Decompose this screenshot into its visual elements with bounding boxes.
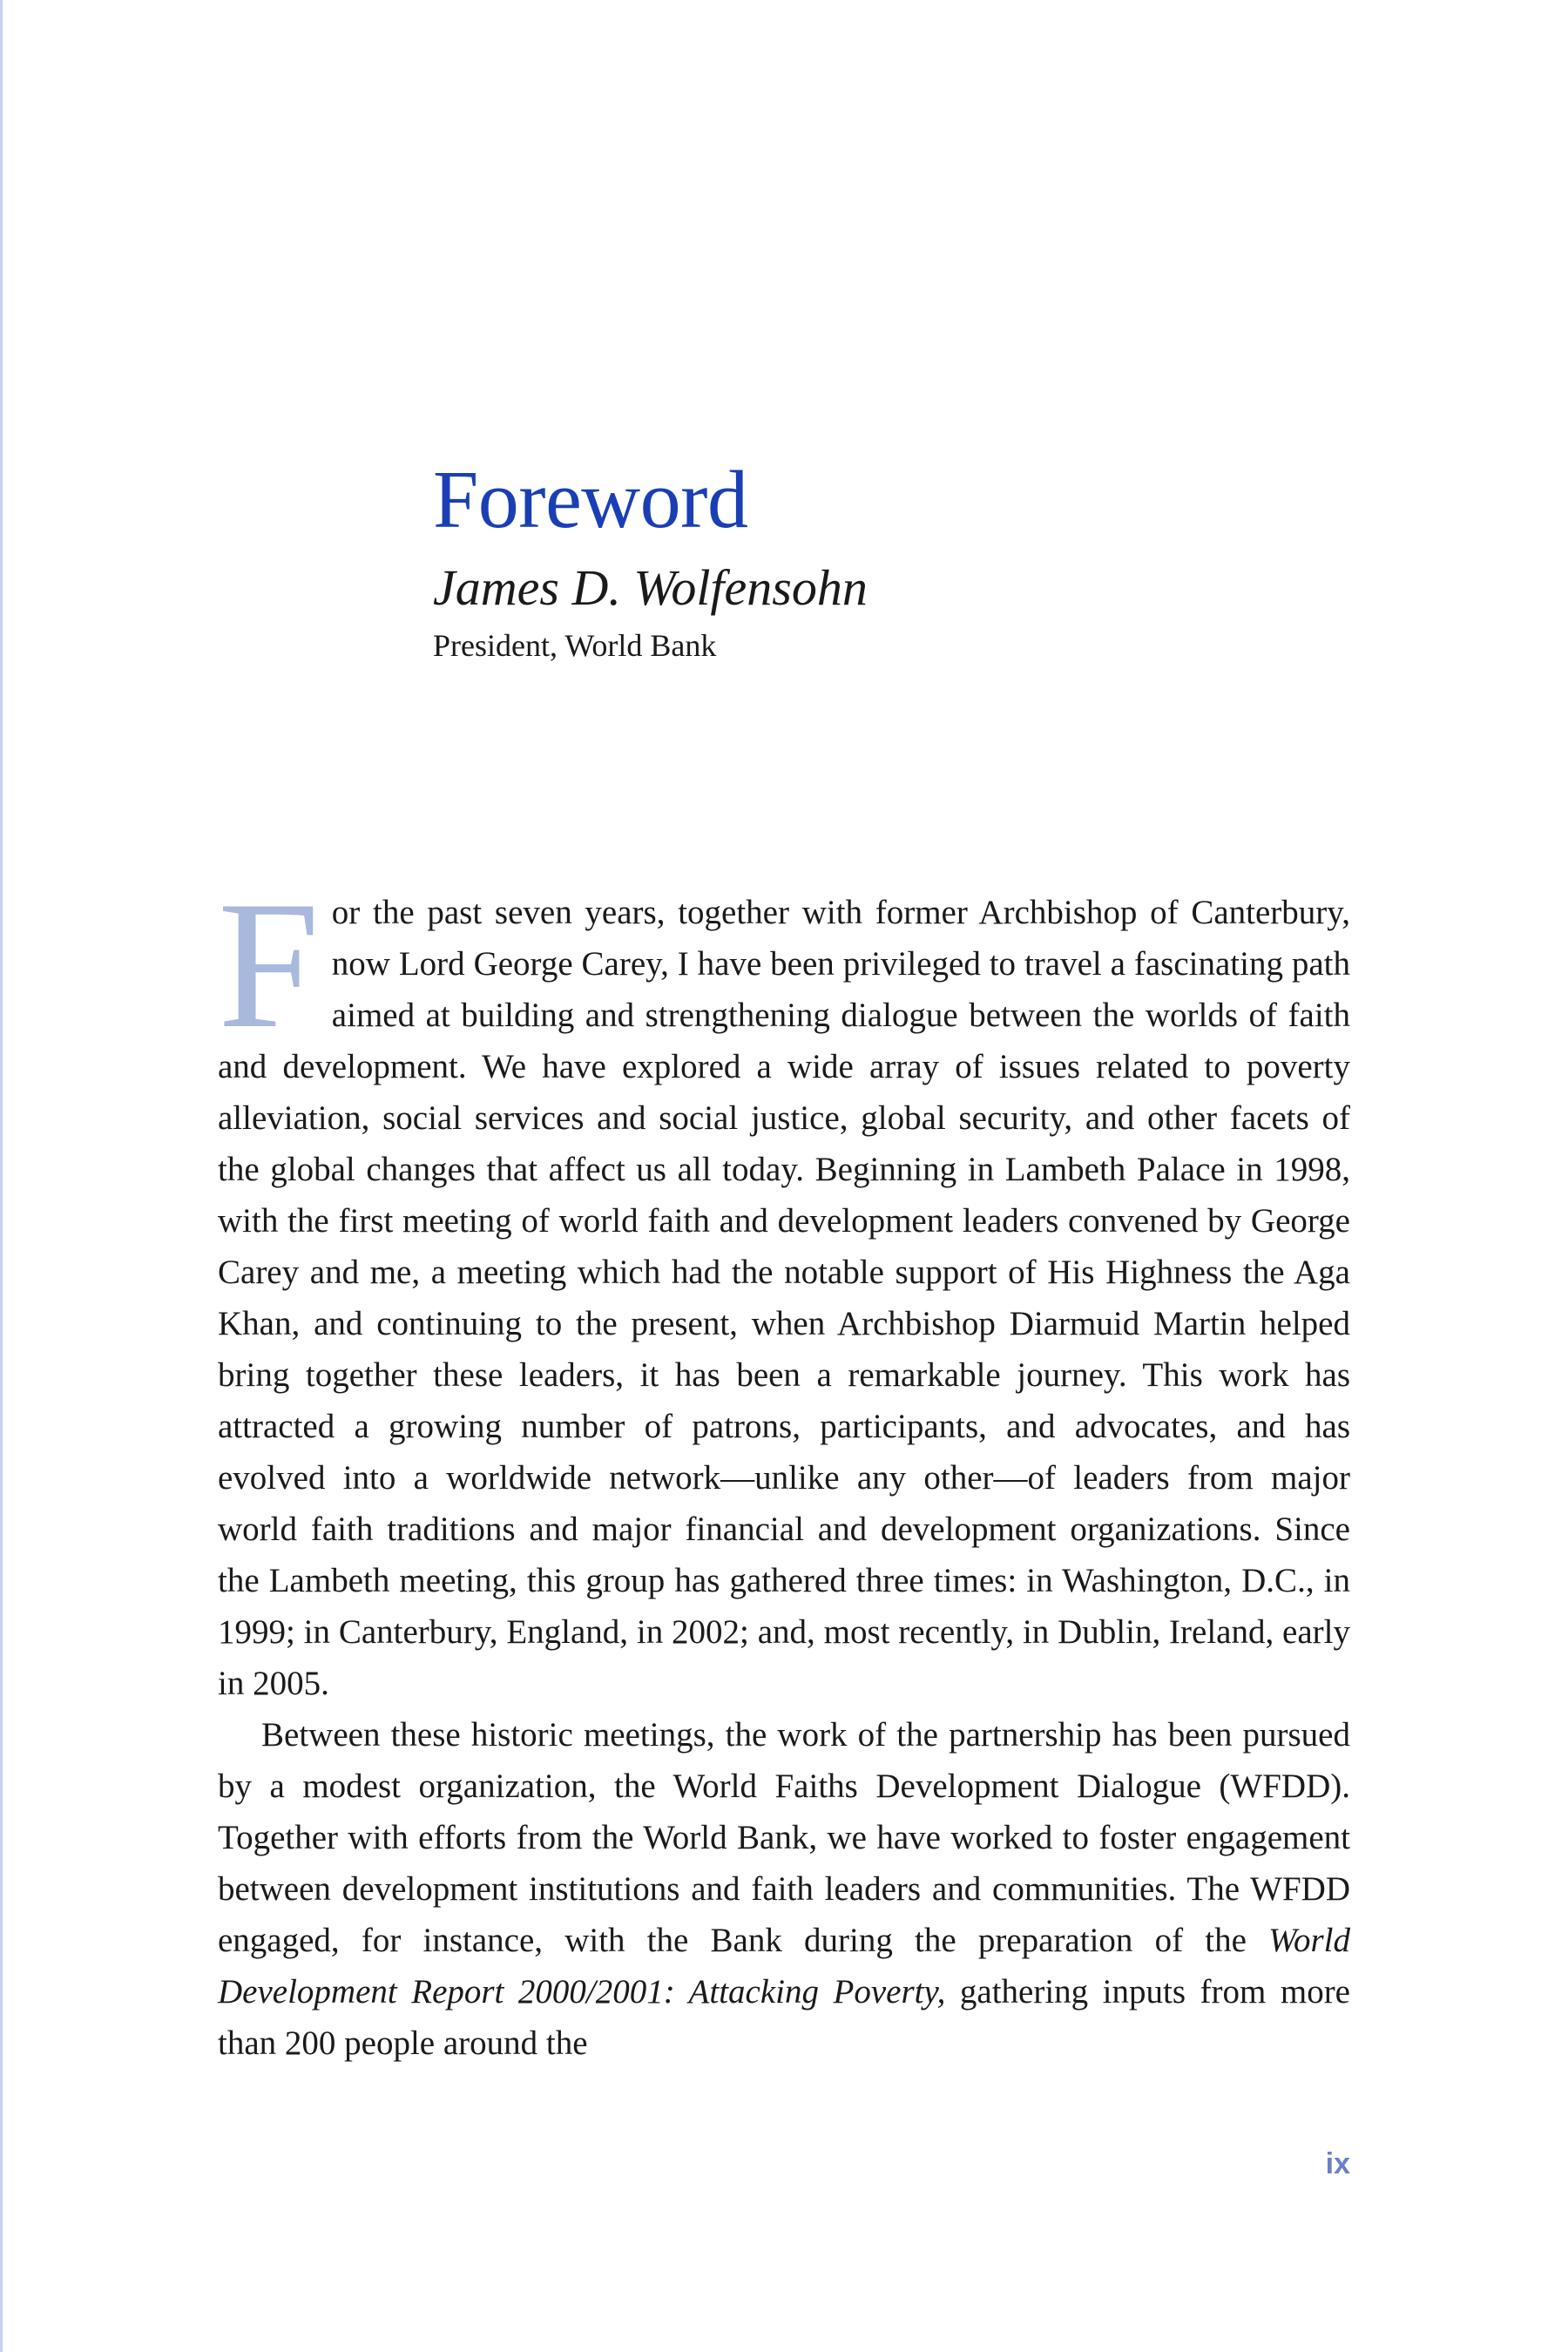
paragraph-1-text: or the past seven years, together with former Archbishop of Canterbury, now Lord George Carey, I have been privileged to travel a fascinating path aimed at building and strengthening dialogue between the worlds of faith and development. We have explored a wide array of issues related to poverty alleviation, social services and social justice, global security, and other facets of the global changes that affect us all today. Beginning in Lambeth Palace in 1998, with the first meeting of world faith and development leaders convened by George Carey and me, a meeting which had the notable support of His Highness the Aga Khan, and continuing to the present, when Archbishop Diarmuid Martin helped bring together these leaders, it has been a remarkable journey. This work has attracted a growing number of patrons, participants, and advocates, and has evolved into a worldwide network—unlike any other—of leaders from major world faith traditions and major financial and development organizations. Since the Lambeth meeting, this group has gathered three times: in Washington, D.C., in 1999; in Canterbury, England, in 2002; and, most recently, in Dublin, Ireland, early in 2005.	[218, 894, 1350, 1702]
author-role: President, World Bank	[433, 627, 717, 663]
paragraph-2	[218, 1709, 1350, 2069]
paragraph-2-text-a: Between these historic meetings, the work of the partnership has been pursued by a modest organization, the World Faiths Development Dialogue (WFDD). Together with efforts from the World Bank, we have worked to foster engagement between development institutions and faith leaders and communities. The WFDD engaged, for instance, with the Bank during the preparation of the	[218, 1716, 1350, 1959]
chapter-title: Foreword	[433, 455, 748, 545]
page-edge-rule	[0, 0, 3, 2352]
drop-cap: F	[218, 864, 320, 1066]
body-text	[218, 864, 1350, 2069]
paragraph-1	[218, 864, 1350, 1709]
chapter-heading	[433, 453, 1391, 665]
paragraph-2-italic-title: World Development Report 2000/2001: Attacking Poverty,	[218, 1922, 1350, 2011]
author-name: James D. Wolfensohn	[433, 559, 868, 617]
paragraph-2-text-b: gathering inputs from more than 200 people around the	[218, 1973, 1350, 2062]
page-number: ix	[1325, 2147, 1350, 2180]
